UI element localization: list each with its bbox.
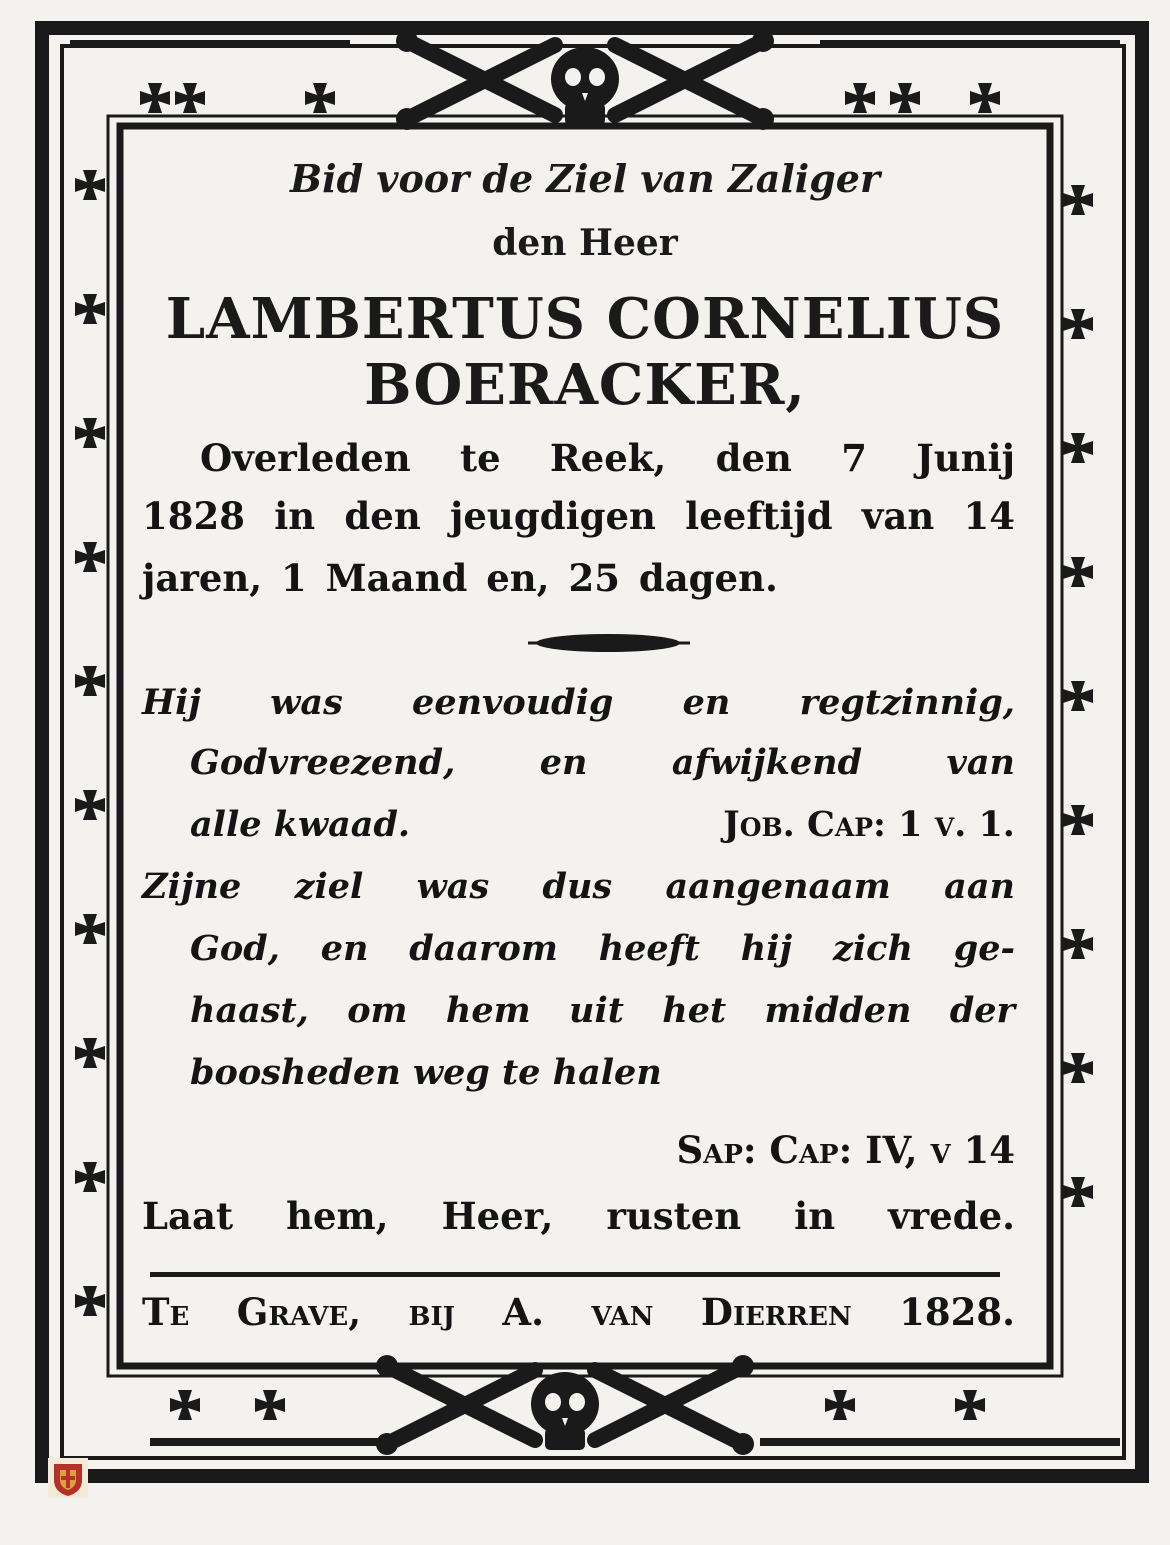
- death-line-1: Overleden te Reek, den 7 Junij: [200, 436, 1015, 480]
- cross-patee-icon: [1063, 185, 1093, 215]
- cross-patee-icon: [75, 1286, 105, 1316]
- cross-patee-icon: [75, 542, 105, 572]
- cross-patee-icon: [1063, 309, 1093, 339]
- verse1-line-1: Hij was eenvoudig en regtzinnig,: [142, 682, 1015, 723]
- death-line-3: jaren, 1 Maand en, 25 dagen.: [142, 556, 778, 600]
- cross-patee-icon: [255, 1390, 285, 1420]
- cross-patee-icon: [75, 666, 105, 696]
- skull-crossbones-icon: [376, 1355, 754, 1455]
- cross-patee-icon: [1063, 1053, 1093, 1083]
- separator-ornament: [528, 634, 690, 652]
- cross-patee-icon: [1063, 805, 1093, 835]
- cross-patee-icon: [955, 1390, 985, 1420]
- header-line-2: den Heer: [492, 222, 678, 264]
- cross-patee-icon: [825, 1390, 855, 1420]
- name-line-2: BOERACKER,: [364, 352, 806, 418]
- verse1-line-3a: alle kwaad.: [190, 804, 411, 845]
- cross-patee-icon: [75, 1162, 105, 1192]
- imprint-rule: [150, 1272, 1000, 1277]
- name-line-1: LAMBERTUS CORNELIUS: [165, 286, 1005, 352]
- verse2-line-4: boosheden weg te halen: [190, 1052, 662, 1093]
- cross-patee-icon: [75, 790, 105, 820]
- cross-patee-icon: [305, 83, 335, 113]
- prayer-line: Laat hem, Heer, rusten in vrede.: [142, 1194, 1015, 1238]
- cross-patee-icon: [75, 170, 105, 200]
- cross-patee-icon: [75, 1038, 105, 1068]
- cross-patee-icon: [1063, 557, 1093, 587]
- cross-patee-icon: [890, 83, 920, 113]
- cross-patee-icon: [970, 83, 1000, 113]
- imprint-line: Te Grave, bij A. van Dierren 1828.: [142, 1290, 1015, 1334]
- cross-patee-icon: [175, 83, 205, 113]
- cross-patee-icon: [1063, 929, 1093, 959]
- cross-patee-icon: [75, 418, 105, 448]
- cross-patee-icon: [75, 914, 105, 944]
- cross-patee-icon: [1063, 681, 1093, 711]
- header-line-1: Bid voor de Ziel van Zaliger: [290, 156, 880, 201]
- cross-patee-icon: [75, 294, 105, 324]
- verse2-line-2: God, en daarom heeft hij zich ge-: [190, 928, 1015, 969]
- verse2-line-1: Zijne ziel was dus aangenaam aan: [142, 866, 1015, 907]
- cross-patee-icon: [1063, 433, 1093, 463]
- cross-patee-icon: [170, 1390, 200, 1420]
- heraldic-logo-icon: [48, 1458, 88, 1498]
- cross-patee-icon: [140, 83, 170, 113]
- verse2-reference: Sap: Cap: IV, v 14: [676, 1128, 1015, 1172]
- cross-patee-icon: [1063, 1177, 1093, 1207]
- cross-patee-icon: [845, 83, 875, 113]
- verse2-line-3: haast, om hem uit het midden der: [190, 990, 1015, 1031]
- verse1-line-2: Godvreezend, en afwijkend van: [190, 742, 1015, 783]
- verse1-reference: Job. Cap: 1 v. 1.: [723, 804, 1015, 845]
- death-line-2: 1828 in den jeugdigen leeftijd van 14: [142, 494, 1015, 538]
